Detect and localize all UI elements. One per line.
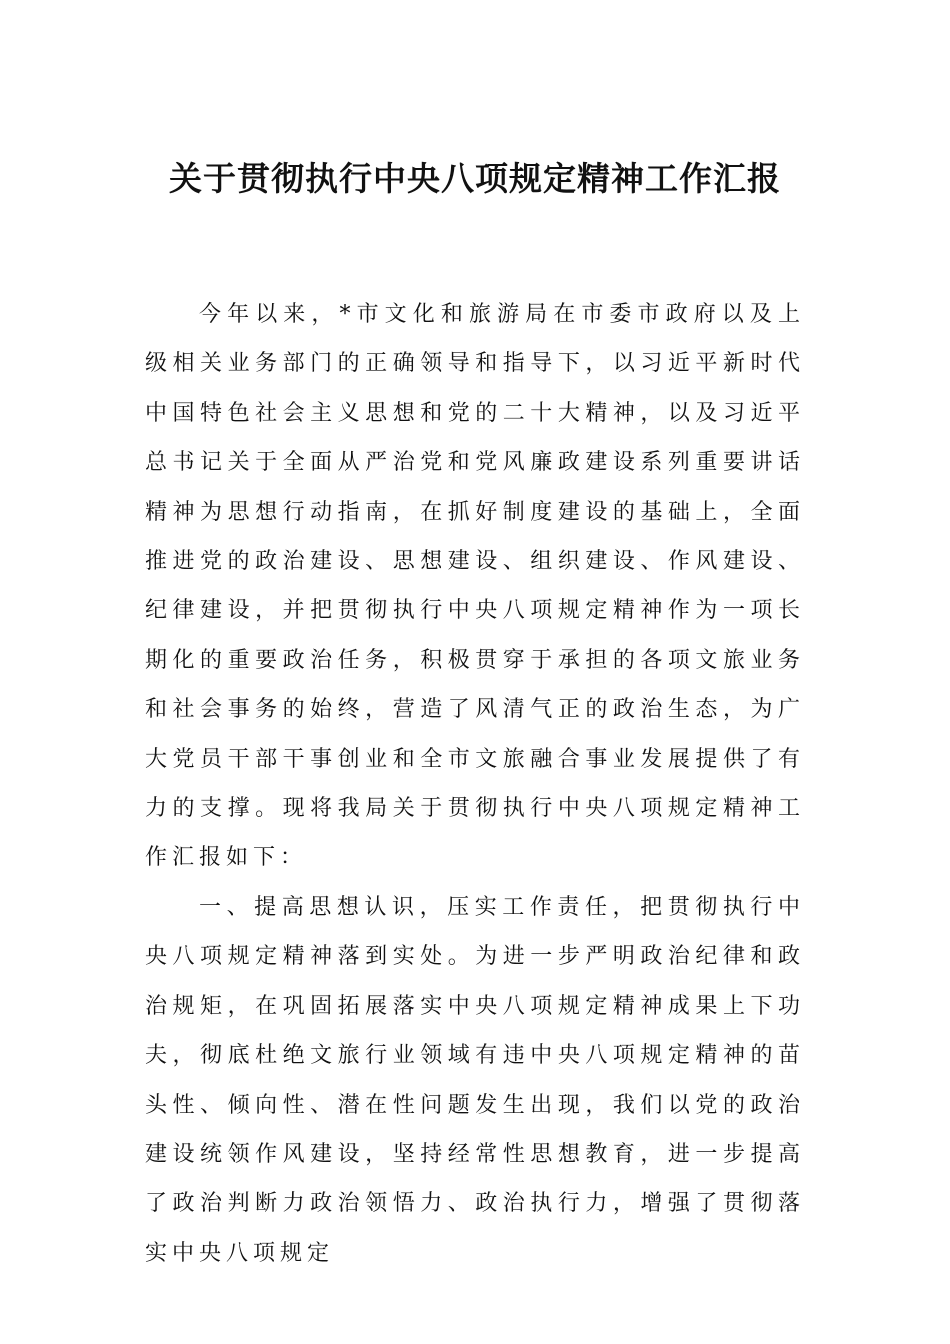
document-body bbox=[145, 290, 805, 1278]
paragraph-intro: 今年以来，*市文化和旅游局在市委市政府以及上级相关业务部门的正确领导和指导下，以习近平新时代中国特色社会主义思想和党的二十大精神，以及习近平总书记关于全面从严治党和党风廉政建设系列重要讲话精神为思想行动指南，在抓好制度建设的基础上，全面推进党的政治建设、思想建设、组织建设、作风建设、纪律建设，并把贯彻执行中央八项规定精神作为一项长期化的重要政治任务，积极贯穿于承担的各项文旅业务和社会事务的始终，营造了风清气正的政治生态，为广大党员干部干事创业和全市文旅融合事业发展提供了有力的支撑。现将我局关于贯彻执行中央八项规定精神工作汇报如下： bbox=[145, 302, 805, 871]
document-title: 关于贯彻执行中央八项规定精神工作汇报 bbox=[169, 159, 781, 198]
paragraph-section-one: 一、提高思想认识，压实工作责任，把贯彻执行中央八项规定精神落到实处。为进一步严明政治纪律和政治规矩，在巩固拓展落实中央八项规定精神成果上下功夫，彻底杜绝文旅行业领域有违中央八项规定精神的苗头性、倾向性、潜在性问题发生出现，我们以党的政治建设统领作风建设，坚持经常性思想教育，进一步提高了政治判断力政治领悟力、政治执行力，增强了贯彻落实中央八项规定 bbox=[145, 894, 805, 1266]
